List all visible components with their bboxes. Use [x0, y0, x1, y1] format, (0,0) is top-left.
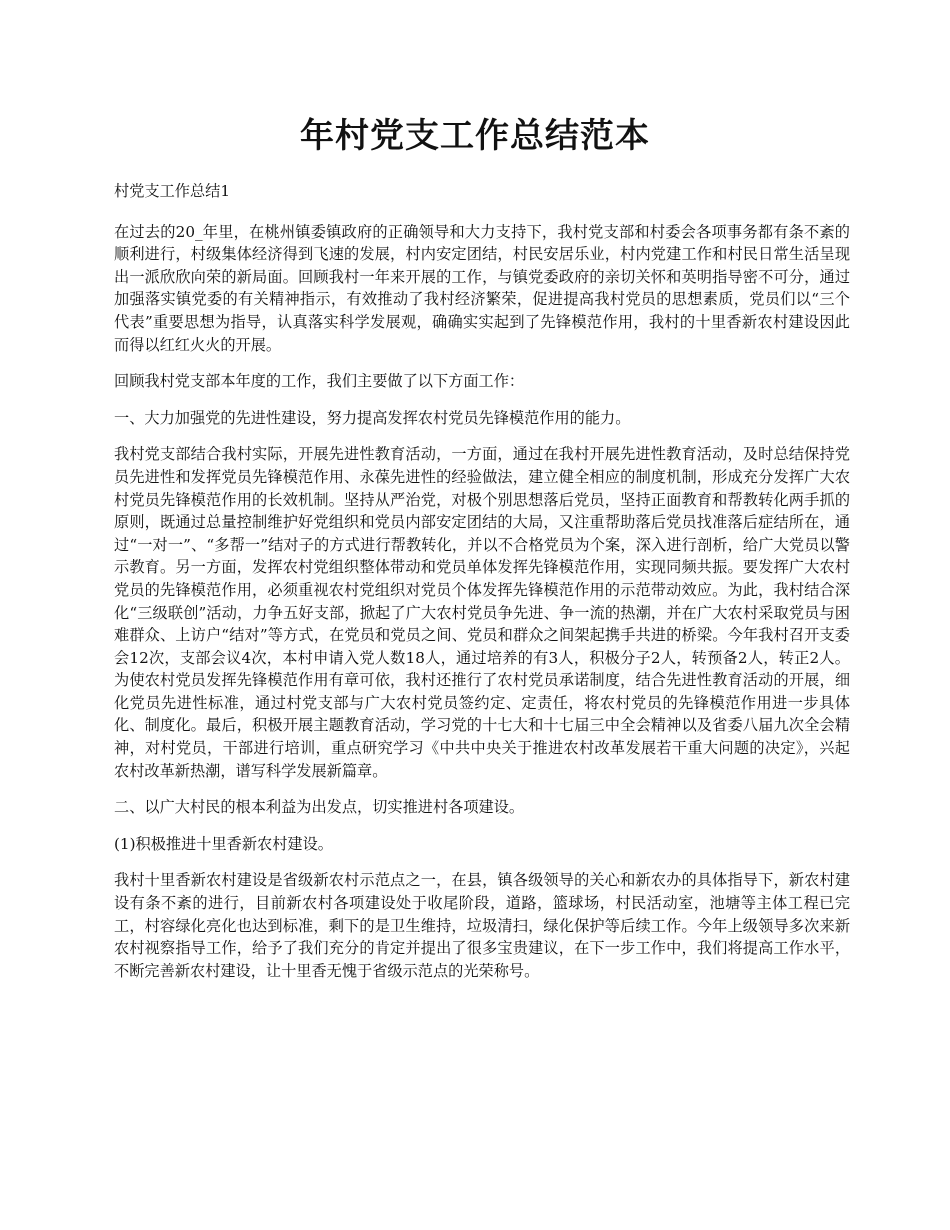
- document-title: 年村党支工作总结范本: [300, 116, 650, 156]
- point-one-paragraph: 我村党支部结合我村实际，开展先进性教育活动，一方面，通过在我村开展先进性教育活动，及时总结保持党员先进性和发挥党员先锋模范作用、永葆先进性的经验做法，建立健全相应的制度机制，形成充分发挥广大农村党员先锋模范作用的长效机制。坚持从严治党，对极个别思想落后党员，坚持正面教育和帮教转化两手抓的原则，既通过总量控制维护好党组织和党员内部安定团结的大局，又注重帮助落后党员找准落后症结所在，通过“一对一”、“多帮一”结对子的方式进行帮教转化，并以不合格党员为个案，深入进行剖析，给广大党员以警示教育。另一方面，发挥农村党组织整体带动和党员单体发挥先锋模范作用，实现同频共振。要发挥广大农村党员的先锋模范作用，必须重视农村党组织对党员个体发挥先锋模范作用的示范带动效应。为此，我村结合深化“三级联创”活动，力争五好支部，掀起了广大农村党员争先进、争一流的热潮，并在广大农村采取党员与困难群众、上访户“结对”等方式，在党员和党员之间、党员和群众之间架起携手共进的桥梁。今年我村召开支委会12次，支部会议4次，本村申请入党人数18人，通过培养的有3人，积极分子2人，转预备2人，转正2人。为使农村党员发挥先锋模范作用有章可依，我村还推行了农村党员承诺制度，结合先进性教育活动的开展，细化党员先进性标准，通过村党支部与广大农村党员签约定、定责任，将农村党员的先锋模范作用进一步具体化、制度化。最后，积极开展主题教育活动，学习党的十七大和十七届三中全会精神以及省委八届九次全会精神，对村党员，干部进行培训，重点研究学习《中共中央关于推进农村改革发展若干重大问题的决定》，兴起农村改革新热潮，谱写科学发展新篇章。: [114, 445, 850, 780]
- subpoint-one-paragraph: 我村十里香新农村建设是省级新农村示范点之一，在县，镇各级领导的关心和新农办的具体指导下，新农村建设有条不紊的进行，目前新农村各项建设处于收尾阶段，道路，篮球场，村民活动室，池塘等主体工程已完工，村容绿化亮化也达到标准，剩下的是卫生维持，垃圾清扫，绿化保护等后续工作。今年上级领导多次来新农村视察指导工作，给予了我们充分的肯定并提出了很多宝贵建议，在下一步工作中，我们将提高工作水平，不断完善新农村建设，让十里香无愧于省级示范点的光荣称号。: [114, 871, 850, 980]
- document-body: [114, 180, 850, 996]
- section-heading: 村党支工作总结1: [114, 182, 230, 200]
- subpoint-one-heading: (1)积极推进十里香新农村建设。: [114, 834, 333, 853]
- review-lead-paragraph: 回顾我村党支部本年度的工作，我们主要做了以下方面工作：: [114, 372, 525, 391]
- intro-paragraph: 在过去的20_年里，在桃州镇委镇政府的正确领导和大力支持下，我村党支部和村委会各项事务都有条不紊的顺利进行，村级集体经济得到飞速的发展，村内安定团结，村民安居乐业，村内党建工作和村民日常生活呈现出一派欣欣向荣的新局面。回顾我村一年来开展的工作，与镇党委政府的亲切关怀和英明指导密不可分，通过加强落实镇党委的有关精神指示，有效推动了我村经济繁荣，促进提高我村党员的思想素质，党员们以“三个代表”重要思想为指导，认真落实科学发展观，确确实实起到了先锋模范作用，我村的十里香新农村建设因此而得以红红火火的开展。: [114, 222, 850, 354]
- point-one-heading: 一、大力加强党的先进性建设，努力提高发挥农村党员先锋模范作用的能力。: [114, 408, 631, 427]
- point-two-heading: 二、以广大村民的根本利益为出发点，切实推进村各项建设。: [114, 798, 525, 817]
